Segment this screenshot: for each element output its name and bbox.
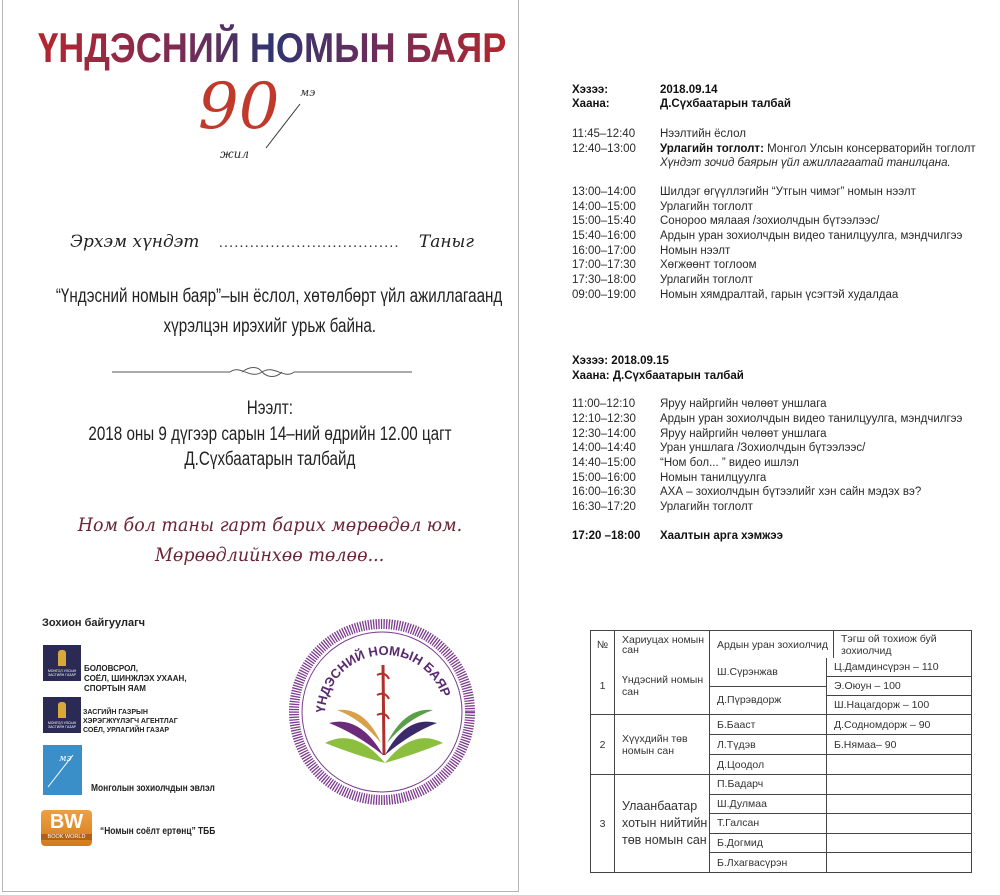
folk-writer-cell: Б.Лхагвасүрэн xyxy=(710,852,826,872)
row-number: 3 xyxy=(591,775,615,872)
schedule-event: Хөгжөөнт тоглоом xyxy=(660,259,757,271)
schedule-time: 13:00–14:00 xyxy=(572,186,636,198)
table-row xyxy=(591,658,971,714)
schedule-time: 17:00–17:30 xyxy=(572,259,636,271)
schedule-event: Урлагийн тоглолт xyxy=(660,201,753,213)
organizers-label: Зохион байгуулагч xyxy=(42,617,146,629)
government-emblem-logo: МОНГОЛ УЛСЫН ЗАСГИЙН ГАЗАР xyxy=(43,697,81,733)
header-folk-writers: Ардын уран зохиолчид xyxy=(710,631,834,658)
schedule-event: Урлагийн тоглолт xyxy=(660,501,753,513)
jubilee-writer-cell xyxy=(827,852,971,872)
schedule-time: 16:30–17:20 xyxy=(572,501,636,513)
organizer-book-world: “Номын соёлт ертөнц” ТББ xyxy=(100,826,216,837)
folk-writer-cell: Т.Галсан xyxy=(710,813,826,833)
folk-writer-cell: Ш.Дулмаа xyxy=(710,794,826,814)
schedule-time: 11:45–12:40 xyxy=(572,128,636,140)
opening-label: Нээлт: xyxy=(246,398,294,419)
schedule-time: 12:30–14:00 xyxy=(572,428,636,440)
schedule-time: 17:30–18:00 xyxy=(572,274,636,286)
organizer-agency: ЗАСГИЙН ГАЗРЫН ХЭРЭГЖҮҮЛЭГЧ АГЕНТЛАГ СОЁЛ, УРЛАГИЙН ГАЗАР xyxy=(83,709,178,734)
schedule-time: 14:40–15:00 xyxy=(572,457,636,469)
folk-writer-cell: П.Бадарч xyxy=(717,778,764,791)
jubilee-writer-cell: Б.Нямаа– 90 xyxy=(827,734,971,754)
invitation-body-line2: хүрэлцэн ирэхийг урьж байна. xyxy=(163,316,377,337)
schedule-time: 12:40–13:00 xyxy=(572,143,636,155)
table-row xyxy=(591,714,971,774)
salutation-dots: ................................... xyxy=(218,234,400,251)
library-name: Хүүхдийн төв номын сан xyxy=(615,715,710,774)
schedule-event: Урлагийн тоглолт: Монгол Улсын консерваторийн тоглолт xyxy=(660,143,976,155)
header-library: Хариуцах номын сан xyxy=(615,631,710,658)
jubilee-writer-cell: Д.Содномдорж – 90 xyxy=(834,718,931,731)
day2-date: Хэзээ: 2018.09.15 xyxy=(572,355,669,367)
schedule-event: Ардын уран зохиолчдын видео танилцуулга, мэндчилгээ xyxy=(660,413,963,425)
schedule-event: Нээлтийн ёслол xyxy=(660,128,746,140)
row-number: 2 xyxy=(591,715,615,774)
table-row xyxy=(591,774,971,872)
schedule-time: 15:00–15:40 xyxy=(572,215,636,227)
day2-heading: ХОЁР ДАХЬ ӨДРИЙН ХӨТӨЛБӨР xyxy=(540,323,1000,345)
folk-writer-cell: Д.Цоодол xyxy=(710,754,826,774)
jubilee-writer-cell xyxy=(827,775,971,794)
day2-place: Хаана: Д.Сүхбаатарын талбай xyxy=(572,370,744,382)
header-jubilee-writers: Тэгш ой тохиож буй зохиолчид xyxy=(841,632,937,657)
jubilee-writer-cell xyxy=(827,813,971,833)
folk-writer-cell: Б.Бааст xyxy=(717,718,756,731)
folk-writer-cell: Ш.Сүрэнжав xyxy=(717,665,778,678)
table-header-row xyxy=(591,631,971,658)
exhibition-heading: ЗОХИОЛЧДЫН ҮЗЭСГЭЛЭНГИЙН ХЭСЭГ xyxy=(540,589,1000,611)
jubilee-writer-cell: Ц.Дамдинсүрэн – 110 xyxy=(834,661,939,673)
schedule-event: “Ном бол... ” видео ишлэл xyxy=(660,457,799,469)
header-no: № xyxy=(591,631,615,658)
schedule-event: Уран уншлага /Зохиолчдын бүтээлээс/ xyxy=(660,442,866,454)
organizer-ministry: БОЛОВСРОЛ, СОЁЛ, ШИНЖЛЭХ УХААН, СПОРТЫН ЯАМ xyxy=(84,664,187,693)
exhibition-table xyxy=(590,630,972,873)
schedule-event: Урлагийн тоглолт xyxy=(660,274,753,286)
schedule-event: Номын танилцуулга xyxy=(660,472,767,484)
organizer-writers-union: Монголын зохиолчдын эвлэл xyxy=(91,783,215,794)
salutation-line xyxy=(70,232,474,252)
salutation-right: Таныг xyxy=(418,232,474,252)
schedule-time: 14:00–15:00 xyxy=(572,201,636,213)
seal-text: ҮНДЭСНИЙ НОМЫН БАЯР xyxy=(312,642,454,714)
quote-line2: Мөрөөдлийнхөө төлөө... xyxy=(155,544,385,566)
folk-writer-cell: Л.Түдэв xyxy=(710,734,826,754)
salutation-left: Эрхэм хүндэт xyxy=(70,232,200,252)
jubilee-writer-cell xyxy=(827,794,971,814)
anniversary-90-logo xyxy=(196,74,336,162)
invitation-body-line1: “Үндэсний номын баяр”–ын ёслол, хөтөлбөрт үйл ажиллагаанд xyxy=(55,286,503,307)
jubilee-writer-cell: Э.Оюун – 100 xyxy=(827,676,971,695)
quote-line1: Ном бол таны гарт барих мөрөөдөл юм. xyxy=(77,514,463,536)
jubilee-writer-cell: Ш.Нацагдорж – 100 xyxy=(827,695,971,714)
schedule-event: АХА – зохиолчдын бүтээлийг хэн сайн мэдэх вэ? xyxy=(660,486,922,498)
government-emblem-logo: МОНГОЛ УЛСЫН ЗАСГИЙН ГАЗАР xyxy=(43,645,81,681)
book-festival-seal xyxy=(285,615,480,810)
schedule-event: Яруу найргийн чөлөөт уншлага xyxy=(660,428,827,440)
schedule-time: 16:00–17:00 xyxy=(572,245,636,257)
schedule-time: 15:00–16:00 xyxy=(572,472,636,484)
schedule-event: Номын нээлт xyxy=(660,245,731,257)
schedule-time: 15:40–16:00 xyxy=(572,230,636,242)
schedule-time: 09:00–19:00 xyxy=(572,289,636,301)
writers-union-logo xyxy=(43,745,82,795)
opening-place: Д.Сүхбаатарын талбайд xyxy=(184,449,356,470)
book-world-logo: BW BOOK WORLD xyxy=(41,810,92,846)
schedule-time: 14:00–14:40 xyxy=(572,442,636,454)
schedule-time: 12:10–12:30 xyxy=(572,413,636,425)
schedule-event: Сонороо мялаая /зохиолчдын бүтээлээс/ xyxy=(660,215,880,227)
schedule-time: 11:00–12:10 xyxy=(572,398,636,410)
event-title: ҮНДЭСНИЙ НОМЫН БАЯР xyxy=(38,24,507,71)
day1-heading: ТАЙЗНЫ ЕРӨНХИЙ ХӨТӨЛБӨР xyxy=(540,40,1000,62)
library-name: Улаанбаатар хотын нийтийн төв номын сан xyxy=(615,775,710,872)
anniversary-word: жил xyxy=(220,147,250,161)
schedule-event: Номын хямдралтай, гарын үсэгтэй худалдаа xyxy=(660,289,899,301)
row-number: 1 xyxy=(591,658,615,714)
ornamental-divider xyxy=(112,362,412,382)
library-name: Үндэсний номын сан xyxy=(615,658,710,714)
event-title-wrap xyxy=(0,24,540,72)
folk-writer-cell: Б.Догмид xyxy=(710,833,826,853)
schedule-event: Ардын уран зохиолчдын видео танилцуулга, мэндчилгээ xyxy=(660,230,963,242)
jubilee-writer-cell xyxy=(827,833,971,853)
writers-mark: мэ xyxy=(300,86,316,99)
svg-text:мэ: мэ xyxy=(59,754,72,764)
schedule-time: 16:00–16:30 xyxy=(572,486,636,498)
schedule-event: Яруу найргийн чөлөөт уншлага xyxy=(660,398,827,410)
anniversary-number: 90 xyxy=(198,74,280,144)
folk-writer-cell: Д.Пүрэвдорж xyxy=(710,686,826,715)
schedule-event: Шилдэг өгүүллэгийн “Утгын чимэг” номын нээлт xyxy=(660,186,916,198)
schedule-event: Хүндэт зочид баярын үйл ажиллагаатай танилцана. xyxy=(660,157,951,169)
opening-date: 2018 оны 9 дүгээр сарын 14–ний өдрийн 12.00 цагт xyxy=(88,424,452,445)
jubilee-writer-cell xyxy=(827,754,971,774)
